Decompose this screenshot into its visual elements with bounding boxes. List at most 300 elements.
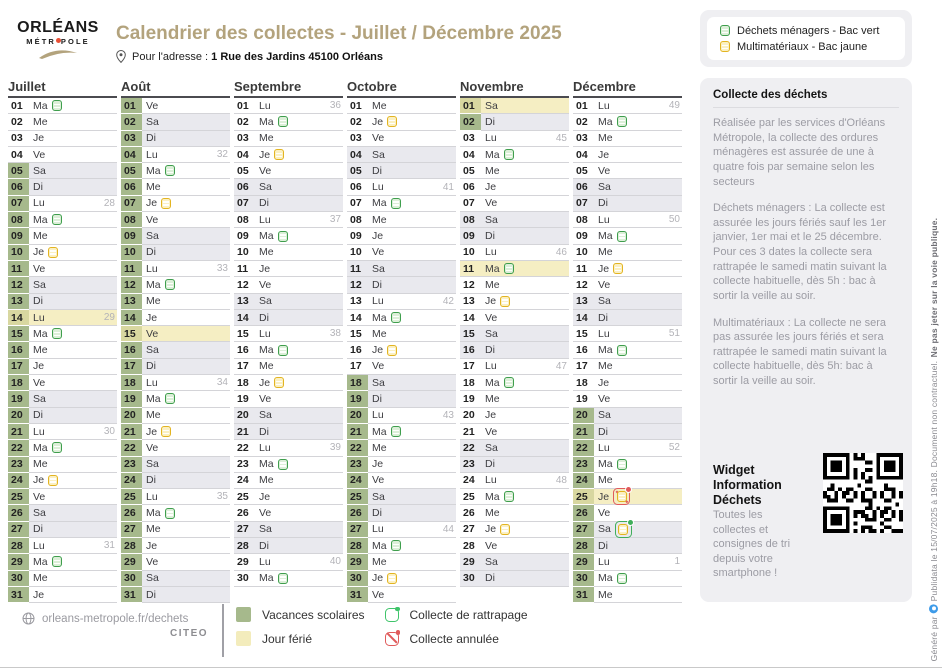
weekday-label: Je	[485, 409, 497, 422]
day-number: 26	[573, 505, 594, 521]
day-row	[573, 408, 682, 424]
collection-icon	[278, 116, 288, 127]
weekday-label: Di	[259, 311, 269, 324]
week-number: 44	[442, 523, 454, 535]
day-cell	[142, 571, 230, 587]
day-cell	[255, 326, 343, 342]
weekday-label: Je	[33, 132, 45, 145]
day-cell	[29, 424, 117, 440]
day-cell	[368, 391, 456, 407]
day-cell	[29, 326, 117, 342]
day-cell	[368, 212, 456, 228]
day-cell	[368, 473, 456, 489]
vertical-note	[929, 218, 939, 661]
weekday-label: Ve	[33, 376, 46, 389]
weekday-label: Sa	[259, 523, 272, 536]
weekday-label: Di	[33, 295, 43, 308]
day-cell	[481, 163, 569, 179]
weekday-label: Lu	[485, 360, 497, 373]
day-cell	[368, 424, 456, 440]
day-number: 05	[460, 163, 481, 179]
day-row	[121, 505, 230, 521]
day-cell	[142, 505, 230, 521]
day-cell	[594, 147, 682, 163]
day-row	[347, 98, 456, 114]
day-row	[8, 310, 117, 326]
bin-legend-panel	[700, 10, 912, 67]
day-row	[121, 359, 230, 375]
weekday-label: Je	[372, 115, 384, 128]
weekday-label: Me	[33, 230, 48, 243]
day-row	[234, 473, 343, 489]
day-cell	[481, 408, 569, 424]
day-cell	[29, 571, 117, 587]
green-bin-icon	[278, 345, 288, 356]
day-number: 30	[234, 571, 255, 587]
collection-icon	[504, 491, 514, 502]
weekday-label: Ve	[598, 164, 611, 177]
weekday-label: Ma	[259, 458, 274, 471]
weekday-label: Sa	[598, 295, 611, 308]
weekday-label: Je	[33, 360, 45, 373]
day-number: 07	[8, 196, 29, 212]
qr-code	[823, 453, 903, 533]
day-number: 21	[234, 424, 255, 440]
week-number: 50	[668, 214, 680, 226]
day-row	[121, 440, 230, 456]
collection-icon	[504, 263, 514, 274]
day-cell	[142, 98, 230, 114]
day-row	[234, 261, 343, 277]
day-row	[573, 98, 682, 114]
day-cell	[481, 489, 569, 505]
day-cell	[29, 473, 117, 489]
weekday-label: Me	[485, 392, 500, 405]
collection-icon	[278, 345, 288, 356]
legend-item-cancel	[385, 631, 528, 646]
day-cell	[255, 98, 343, 114]
day-number: 08	[234, 212, 255, 228]
collection-icon	[161, 426, 171, 437]
week-number: 1	[674, 556, 680, 568]
day-row	[573, 131, 682, 147]
weekday-label: Je	[33, 588, 45, 601]
day-cell	[594, 277, 682, 293]
day-cell	[481, 98, 569, 114]
header	[14, 20, 562, 63]
weekday-label: Di	[259, 197, 269, 210]
month-name: Juillet	[8, 80, 117, 98]
green-bin-icon	[52, 556, 62, 567]
day-row	[347, 179, 456, 195]
day-row	[347, 538, 456, 554]
day-number: 01	[347, 98, 368, 114]
day-row	[573, 554, 682, 570]
weekday-label: Sa	[372, 376, 385, 389]
day-number: 27	[8, 522, 29, 538]
weekday-label: Ma	[485, 490, 500, 503]
bin-legend-card	[707, 17, 905, 60]
day-cell	[29, 489, 117, 505]
week-number: 30	[103, 426, 115, 438]
day-cell	[481, 179, 569, 195]
collection-icon	[52, 214, 62, 225]
green-bin-icon	[391, 312, 401, 323]
vnote-bold: Ne pas jeter sur la voie publique.	[929, 217, 939, 358]
day-number: 15	[347, 326, 368, 342]
day-row	[234, 554, 343, 570]
weekday-label: Lu	[33, 539, 45, 552]
collection-icon	[500, 524, 510, 535]
yellow-bin-icon	[48, 475, 58, 486]
day-cell	[481, 310, 569, 326]
day-number: 19	[460, 391, 481, 407]
day-row	[8, 261, 117, 277]
legend-label: Vacances scolaires	[262, 607, 365, 622]
day-row	[573, 179, 682, 195]
weekday-label: Me	[485, 507, 500, 520]
day-number: 27	[347, 522, 368, 538]
day-number: 03	[573, 131, 594, 147]
day-row	[573, 359, 682, 375]
day-number: 16	[234, 342, 255, 358]
day-row	[8, 440, 117, 456]
day-row	[460, 228, 569, 244]
day-number: 06	[460, 179, 481, 195]
day-row	[347, 310, 456, 326]
collection-icon	[617, 116, 627, 127]
day-row	[460, 342, 569, 358]
day-row	[8, 457, 117, 473]
day-cell	[255, 538, 343, 554]
weekday-label: Ve	[146, 441, 159, 454]
day-cell	[29, 196, 117, 212]
weekday-label: Me	[598, 360, 613, 373]
collection-icon	[278, 459, 288, 470]
day-number: 30	[8, 571, 29, 587]
day-cell	[142, 277, 230, 293]
week-number: 31	[103, 540, 115, 552]
day-cell	[142, 375, 230, 391]
day-row	[234, 98, 343, 114]
day-row	[234, 326, 343, 342]
day-cell	[481, 228, 569, 244]
day-row	[121, 310, 230, 326]
day-number: 22	[8, 440, 29, 456]
day-row	[121, 163, 230, 179]
day-row	[460, 538, 569, 554]
day-row	[347, 587, 456, 603]
day-cell	[594, 359, 682, 375]
day-row	[347, 424, 456, 440]
day-number: 22	[234, 440, 255, 456]
day-number: 18	[347, 375, 368, 391]
day-number: 02	[573, 114, 594, 130]
day-number: 24	[121, 473, 142, 489]
weekday-label: Ma	[146, 392, 161, 405]
day-cell	[142, 489, 230, 505]
week-number: 40	[329, 556, 341, 568]
day-number: 05	[573, 163, 594, 179]
day-row	[460, 359, 569, 375]
day-row	[121, 571, 230, 587]
weekday-label: Ma	[372, 311, 387, 324]
day-number: 28	[234, 538, 255, 554]
day-row	[347, 277, 456, 293]
day-number: 21	[347, 424, 368, 440]
day-row	[121, 342, 230, 358]
month-name: Octobre	[347, 80, 456, 98]
day-number: 04	[347, 147, 368, 163]
weekday-label: Lu	[372, 409, 384, 422]
day-row	[573, 489, 682, 505]
day-cell	[594, 440, 682, 456]
day-cell	[368, 440, 456, 456]
day-cell	[368, 179, 456, 195]
weekday-label: Lu	[259, 441, 271, 454]
weekday-label: Je	[598, 376, 610, 389]
weekday-label: Di	[485, 572, 495, 585]
day-number: 02	[347, 114, 368, 130]
day-cell	[142, 391, 230, 407]
day-cell	[481, 359, 569, 375]
day-row	[460, 245, 569, 261]
day-cell	[481, 196, 569, 212]
weekday-label: Je	[485, 523, 497, 536]
day-number: 18	[573, 375, 594, 391]
day-row	[234, 424, 343, 440]
day-row	[8, 489, 117, 505]
weekday-label: Di	[33, 181, 43, 194]
day-cell	[29, 310, 117, 326]
weekday-label: Sa	[485, 441, 498, 454]
day-cell	[594, 261, 682, 277]
weekday-label: Lu	[259, 555, 271, 568]
week-number: 37	[329, 214, 341, 226]
day-number: 04	[234, 147, 255, 163]
yellow-bin-icon	[613, 263, 623, 274]
day-number: 11	[347, 261, 368, 277]
weekday-label: Ve	[146, 213, 159, 226]
day-number: 28	[347, 538, 368, 554]
weekday-label: Sa	[485, 99, 498, 112]
month-column	[573, 80, 682, 603]
day-row	[573, 310, 682, 326]
weekday-label: Lu	[146, 262, 158, 275]
weekday-label: Ma	[598, 344, 613, 357]
day-number: 29	[460, 554, 481, 570]
day-cell	[142, 457, 230, 473]
day-cell	[594, 212, 682, 228]
green-bin-icon	[165, 508, 175, 519]
day-number: 01	[234, 98, 255, 114]
day-cell	[255, 294, 343, 310]
day-cell	[255, 212, 343, 228]
day-row	[121, 228, 230, 244]
green-bin-icon	[278, 231, 288, 242]
weekday-label: Lu	[146, 376, 158, 389]
weekday-label: Me	[146, 295, 161, 308]
day-number: 14	[121, 310, 142, 326]
day-number: 26	[460, 505, 481, 521]
day-row	[121, 179, 230, 195]
day-number: 30	[573, 571, 594, 587]
day-row	[234, 359, 343, 375]
day-cell	[142, 245, 230, 261]
week-number: 29	[103, 312, 115, 323]
weekday-label: Di	[146, 246, 156, 259]
day-cell	[481, 457, 569, 473]
day-row	[121, 554, 230, 570]
day-row	[234, 505, 343, 521]
day-row	[121, 391, 230, 407]
weekday-label: Je	[598, 262, 610, 275]
day-number: 12	[234, 277, 255, 293]
day-number: 31	[347, 587, 368, 603]
day-cell	[368, 228, 456, 244]
day-row	[121, 261, 230, 277]
weekday-label: Me	[33, 458, 48, 471]
day-number: 07	[573, 196, 594, 212]
day-cell	[594, 505, 682, 521]
day-number: 20	[121, 408, 142, 424]
day-cell	[368, 522, 456, 538]
day-cell	[29, 505, 117, 521]
weekday-label: Lu	[598, 441, 610, 454]
yellow-bin-icon	[720, 41, 730, 52]
weekday-label: Lu	[259, 327, 271, 340]
day-row	[347, 457, 456, 473]
day-row	[121, 147, 230, 163]
day-row	[8, 212, 117, 228]
weekday-label: Me	[259, 132, 274, 145]
day-number: 06	[234, 179, 255, 195]
location-pin-icon	[116, 50, 126, 63]
day-cell	[29, 245, 117, 261]
day-number: 16	[8, 342, 29, 358]
day-row	[234, 179, 343, 195]
day-cell	[594, 98, 682, 114]
day-number: 27	[573, 522, 594, 538]
holiday-swatch	[236, 631, 251, 646]
bin-legend-label: Déchets ménagers - Bac vert	[737, 24, 880, 37]
weekday-label: Ma	[598, 458, 613, 471]
collection-icon	[613, 263, 623, 274]
day-number: 01	[121, 98, 142, 114]
day-row	[573, 571, 682, 587]
weekday-label: Di	[372, 278, 382, 291]
green-bin-icon	[504, 491, 514, 502]
collection-icon	[52, 556, 62, 567]
weekday-label: Lu	[598, 213, 610, 226]
day-row	[573, 587, 682, 603]
day-number: 06	[121, 179, 142, 195]
weekday-label: Ve	[485, 539, 498, 552]
day-row	[347, 114, 456, 130]
day-number: 14	[8, 310, 29, 326]
day-cell	[368, 457, 456, 473]
weekday-label: Lu	[146, 148, 158, 161]
day-cell	[142, 310, 230, 326]
day-cell	[481, 391, 569, 407]
day-row	[347, 342, 456, 358]
day-cell	[29, 212, 117, 228]
week-number: 41	[442, 181, 454, 193]
weekday-label: Ma	[146, 164, 161, 177]
day-row	[234, 375, 343, 391]
weekday-label: Sa	[146, 458, 159, 471]
info-panel-heading: Collecte des déchets	[713, 89, 899, 108]
day-row	[8, 228, 117, 244]
day-cell	[29, 457, 117, 473]
day-cell	[368, 310, 456, 326]
weekday-label: Ma	[33, 555, 48, 568]
weekday-label: Me	[259, 246, 274, 259]
day-cell	[594, 131, 682, 147]
day-number: 22	[347, 440, 368, 456]
day-number: 25	[347, 489, 368, 505]
collection-icon	[387, 573, 397, 584]
weekday-label: Je	[259, 262, 271, 275]
day-row	[460, 457, 569, 473]
weekday-label: Ma	[259, 115, 274, 128]
day-cell	[255, 261, 343, 277]
day-row	[460, 571, 569, 587]
day-cell	[481, 277, 569, 293]
day-row	[347, 294, 456, 310]
weekday-label: Sa	[33, 164, 46, 177]
page-title: Calendrier des collectes - Juillet / Décembre 2025	[116, 23, 562, 44]
day-cell	[368, 359, 456, 375]
day-number: 27	[234, 522, 255, 538]
day-row	[573, 294, 682, 310]
green-bin-icon	[52, 100, 62, 111]
weekday-label: Me	[372, 99, 387, 112]
weekday-label: Me	[146, 523, 161, 536]
day-number: 23	[573, 457, 594, 473]
day-number: 24	[234, 473, 255, 489]
collection-icon	[52, 100, 62, 111]
weekday-label: Ma	[146, 278, 161, 291]
weekday-label: Lu	[598, 555, 610, 568]
day-number: 29	[121, 554, 142, 570]
day-cell	[255, 228, 343, 244]
weekday-label: Ve	[33, 262, 46, 275]
day-cell	[29, 554, 117, 570]
day-number: 14	[347, 310, 368, 326]
day-cell	[142, 326, 230, 342]
weekday-label: Ve	[485, 197, 498, 210]
day-cell	[29, 228, 117, 244]
day-cell	[142, 522, 230, 538]
day-cell	[29, 179, 117, 195]
day-row	[8, 114, 117, 130]
day-number: 14	[460, 310, 481, 326]
green-bin-icon	[391, 540, 401, 551]
day-row	[234, 571, 343, 587]
day-row	[234, 147, 343, 163]
day-number: 27	[460, 522, 481, 538]
day-number: 05	[8, 163, 29, 179]
green-bin-icon	[165, 393, 175, 404]
day-number: 25	[234, 489, 255, 505]
green-bin-icon	[504, 149, 514, 160]
day-number: 17	[121, 359, 142, 375]
day-number: 01	[460, 98, 481, 114]
day-cell	[594, 554, 682, 570]
day-row	[8, 163, 117, 179]
yellow-bin-icon	[48, 247, 58, 258]
